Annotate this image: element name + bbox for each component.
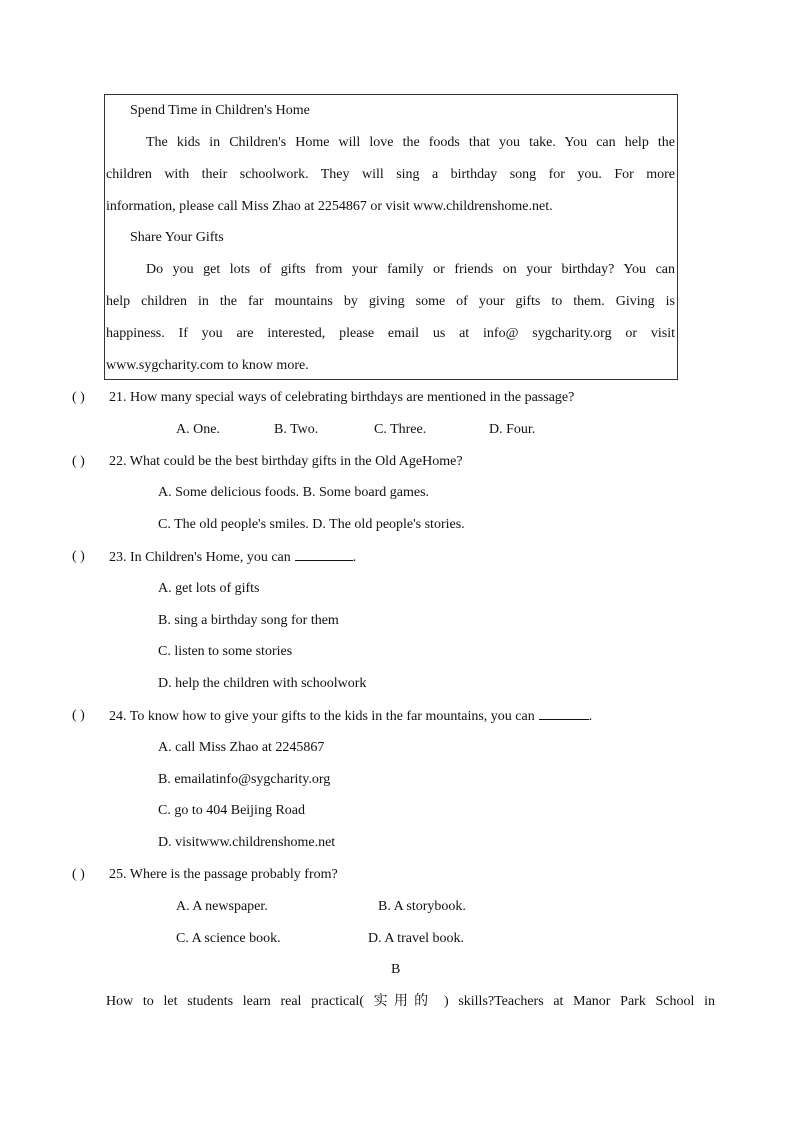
q23-option-b[interactable]: B. sing a birthday song for them xyxy=(158,613,339,628)
answer-paren-24[interactable]: ( ) xyxy=(72,708,85,723)
question-23-text: 23. In Children's Home, you can xyxy=(109,550,291,565)
answer-blank-24 xyxy=(539,707,589,720)
q21-option-d[interactable]: D. Four. xyxy=(489,422,536,437)
section-b-label: B xyxy=(391,962,401,977)
answer-paren-22[interactable]: ( ) xyxy=(72,454,85,469)
q21-option-b[interactable]: B. Two. xyxy=(274,422,319,437)
section1-line-3: information, please call Miss Zhao at 2254867 or visit www.childrenshome.net. xyxy=(106,199,553,214)
answer-paren-25[interactable]: ( ) xyxy=(72,867,85,882)
section2-title: Share Your Gifts xyxy=(130,230,224,245)
question-25: 25. Where is the passage probably from? xyxy=(109,867,338,882)
q24-option-c[interactable]: C. go to 404 Beijing Road xyxy=(158,803,305,818)
section1-line-1: The kids in Children's Home will love the foods that you take. You can help the xyxy=(146,135,675,150)
question-21: 21. How many special ways of celebrating birthdays are mentioned in the passage? xyxy=(109,390,575,405)
answer-paren-21[interactable]: ( ) xyxy=(72,390,85,405)
q24-option-a[interactable]: A. call Miss Zhao at 2245867 xyxy=(158,740,325,755)
section2-line-3: happiness. If you are interested, please email us at info@ sygcharity.org or visit xyxy=(106,326,675,341)
q23-option-d[interactable]: D. help the children with schoolwork xyxy=(158,676,367,691)
q25-option-d[interactable]: D. A travel book. xyxy=(368,931,465,946)
q22-options-cd[interactable]: C. The old people's smiles. D. The old people's stories. xyxy=(158,517,465,532)
q25-option-c[interactable]: C. A science book. xyxy=(176,931,281,946)
q24-option-d[interactable]: D. visitwww.childrenshome.net xyxy=(158,835,336,850)
q25-option-b[interactable]: B. A storybook. xyxy=(378,899,466,914)
q23-option-a[interactable]: A. get lots of gifts xyxy=(158,581,260,596)
q23-option-c[interactable]: C. listen to some stories xyxy=(158,644,293,659)
answer-paren-23[interactable]: ( ) xyxy=(72,549,85,564)
section2-line-4: www.sygcharity.com to know more. xyxy=(106,358,309,373)
question-24-text: 24. To know how to give your gifts to the kids in the far mountains, you can xyxy=(109,709,535,724)
question-24: 24. To know how to give your gifts to the kids in the far mountains, you can . xyxy=(109,709,593,724)
section-b-first-line: How to let students learn real practical( 实用的 ) skills?Teachers at Manor Park School in xyxy=(106,994,715,1009)
section2-line-2: help children in the far mountains by giving some of your gifts to them. Giving is xyxy=(106,294,675,309)
q21-option-c[interactable]: C. Three. xyxy=(374,422,427,437)
q24-option-b[interactable]: B. emailatinfo@sygcharity.org xyxy=(158,772,331,787)
q25-option-a[interactable]: A. A newspaper. xyxy=(176,899,268,914)
q21-option-a[interactable]: A. One. xyxy=(176,422,220,437)
answer-blank-23 xyxy=(295,548,353,561)
section1-line-2: children with their schoolwork. They will sing a birthday song for you. For more xyxy=(106,167,675,182)
q22-options-ab[interactable]: A. Some delicious foods. B. Some board games. xyxy=(158,485,430,500)
section1-title: Spend Time in Children's Home xyxy=(130,103,310,118)
question-23: 23. In Children's Home, you can . xyxy=(109,550,357,565)
section2-line-1: Do you get lots of gifts from your family or friends on your birthday? You can xyxy=(146,262,675,277)
question-22: 22. What could be the best birthday gifts in the Old AgeHome? xyxy=(109,454,463,469)
